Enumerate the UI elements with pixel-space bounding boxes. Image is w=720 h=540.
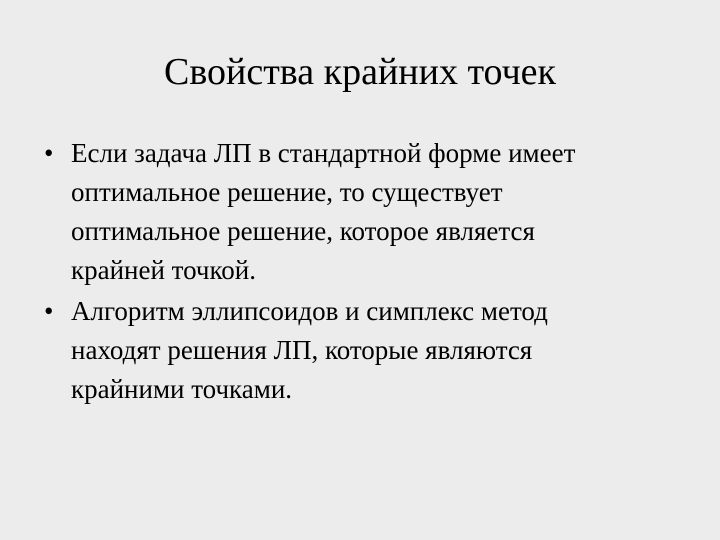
bullet-icon: • (44, 138, 54, 168)
bullet-line: находят решения ЛП, которые являются (71, 335, 533, 365)
bullet-list (44, 134, 694, 411)
bullet-line: Алгоритм эллипсоидов и симплекс метод (71, 296, 548, 326)
bullet-line: оптимальное решение, то существует (71, 177, 503, 207)
bullet-item (44, 292, 694, 409)
slide-title: Свойства крайних точек (163, 51, 557, 93)
bullet-line: оптимальное решение, которое является (71, 216, 535, 246)
bullet-icon: • (44, 296, 54, 326)
bullet-item (44, 134, 694, 290)
bullet-line: крайними точками. (71, 374, 293, 404)
bullet-line: крайней точкой. (71, 255, 256, 285)
bullet-line: Если задача ЛП в стандартной форме имеет (71, 138, 576, 168)
